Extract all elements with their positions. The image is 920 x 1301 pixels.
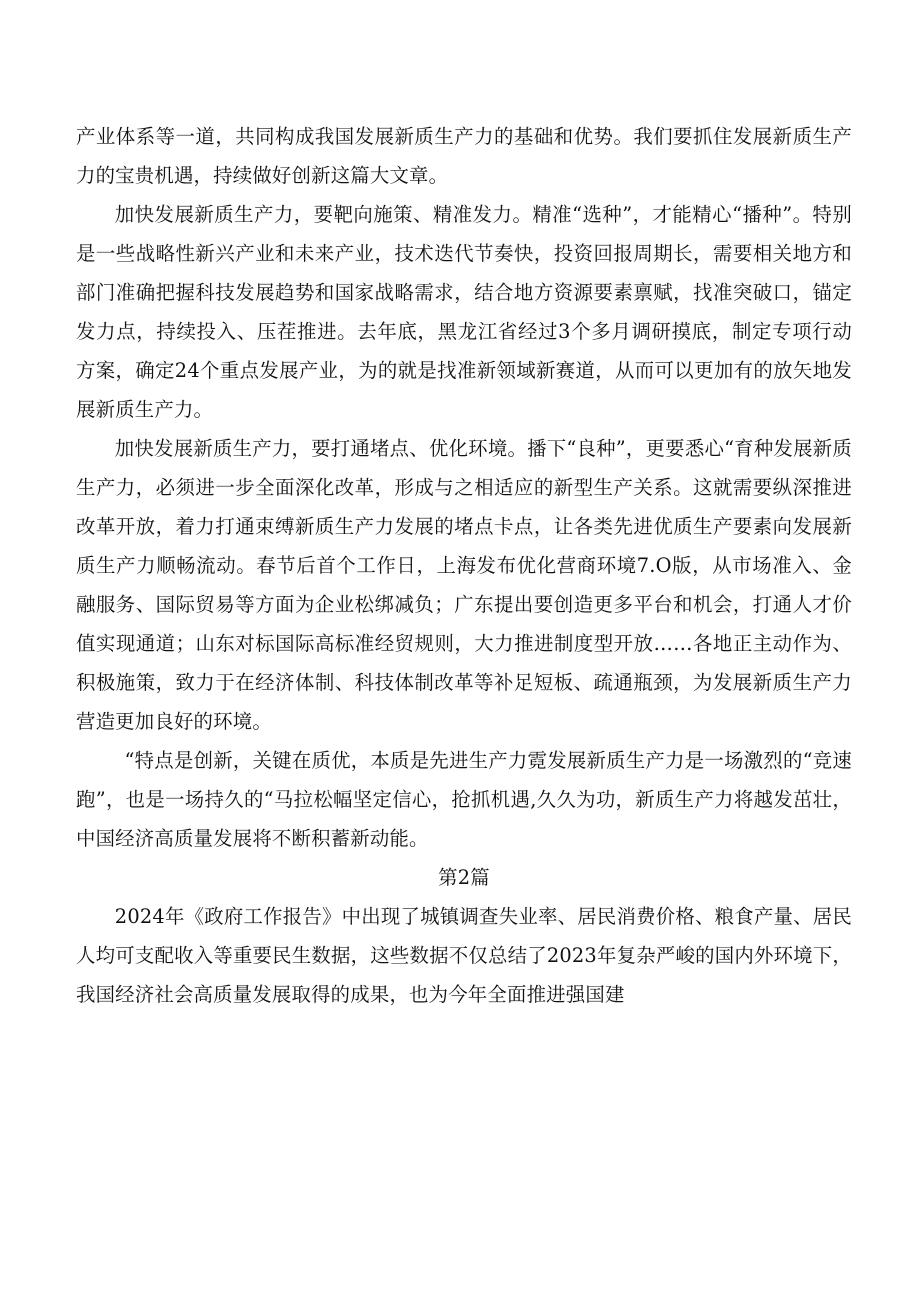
paragraph-3: 加快发展新质生产力，要打通堵点、优化环境。播下“良种”，更要悉心“育种发展新质生产力，必须进一步全面深化改革，形成与之相适应的新型生产关系。这就需要纵深推进改革开放，着力打通束缚新质生产力发展的堵点卡点，让各类先进优质生产要素向发展新质生产力顺畅流动。春节后首个工作日，上海发布优化营商环境7.O版，从市场准入、金融服务、国际贸易等方面为企业松绑减负；广东提出要创造更多平台和机会，打通人才价值实现通道；山东对标国际高标准经贸规则，大力推进制度型开放……各地正主动作为、积极施策，致力于在经济体制、科技体制改革等补足短板、疏通瓶颈，为发展新质生产力营造更加良好的环境。 — [76, 437, 852, 733]
section-heading: 第2篇 — [438, 866, 490, 889]
paragraph-5: 2024年《政府工作报告》中出现了城镇调查失业率、居民消费价格、粮食产量、居民人均可支配收入等重要民生数据，这些数据不仅总结了2023年复杂严峻的国内外环境下，我国经济社会高质量发展取得的成果，也为今年全面推进强国建 — [76, 905, 852, 1006]
paragraph-1: 产业体系等一道，共同构成我国发展新质生产力的基础和优势。我们要抓住发展新质生产力的宝贵机遇，持续做好创新这篇大文章。 — [76, 125, 852, 187]
paragraph-2: 加快发展新质生产力，要靶向施策、精准发力。精准“选种”，才能精心“播种”。特别是一些战略性新兴产业和未来产业，技术迭代节奏快，投资回报周期长，需要相关地方和部门准确把握科技发展趋势和国家战略需求，结合地方资源要素禀赋，找准突破口，锚定发力点，持续投入、压茬推进。去年底，黑龙江省经过3个多月调研摸底，制定专项行动方案，确定24个重点发展产业，为的就是找准新领域新赛道，从而可以更加有的放矢地发展新质生产力。 — [76, 203, 852, 421]
paragraph-4: “特点是创新，关键在质优，本质是先进生产力霓发展新质生产力是一场激烈的“竞速跑”，也是一场持久的“马拉松幅坚定信心，抢抓机遇,久久为功，新质生产力将越发茁壮，中国经济高质量发展将不断积蓄新动能。 — [76, 749, 852, 850]
document-body — [76, 117, 852, 1014]
